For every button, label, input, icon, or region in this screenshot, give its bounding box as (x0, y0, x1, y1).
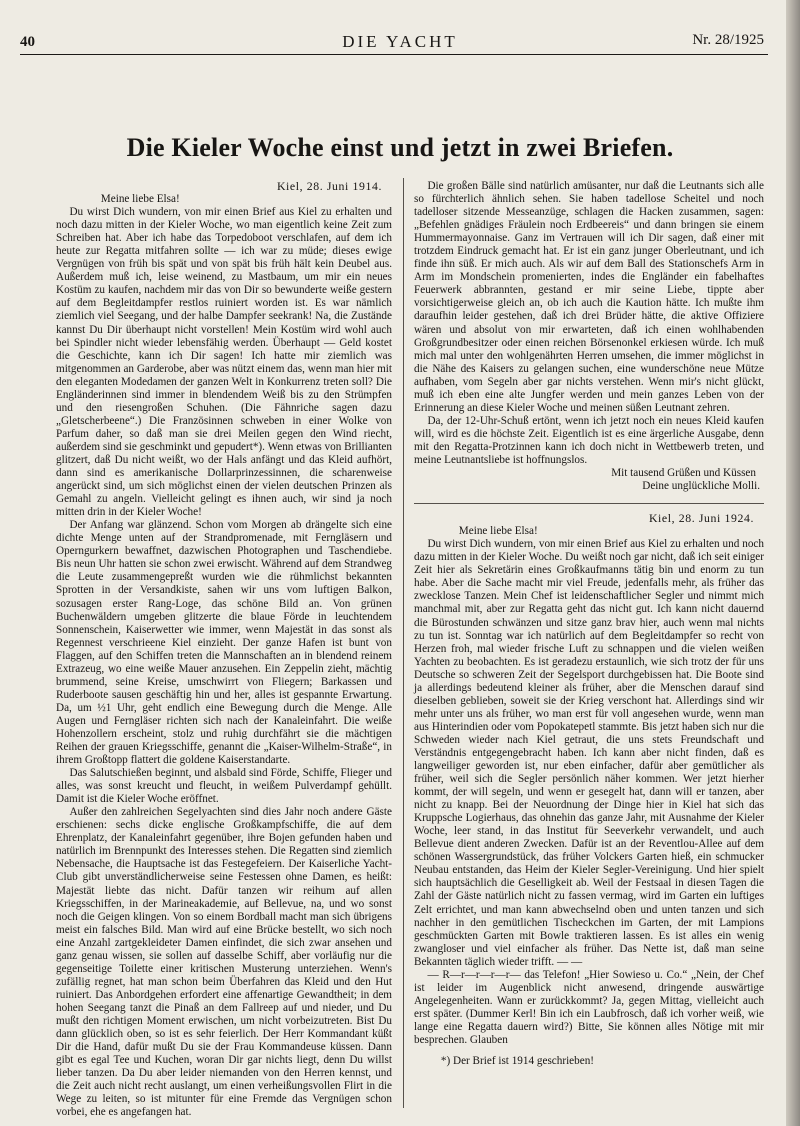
letter1-paragraph: Die großen Bälle sind natürlich amüsanter, nur daß die Leutnants sich alle so fürchterlich ähnlich sehen. Sie haben tadellose Scheitel und noch tadelloser sitzende Messeanzüge, schlagen die Hacken zusammen, sagen: „Befehlen gnädiges Fräulein noch Erdbeereis“ und dann bringen sie einem Hummermayonnaise. Ganz im Vertrauen will ich Dir sagen, daß einer mit trotzdem Eindruck gemacht hat. Er ist ein ganz junger Oberleutnant, und ich finde ihn süß. Er mich auch. Als wir auf dem Ball des Stationschefs Arm in Arm im Mondschein promenierten, indes die Engländer ein fabelhaftes Feuerwerk abbrannten, gestand er mir seine Liebe, tippte aber vorsichtigerweise gleich an, ob ich auch die Kaution hätte. Ich mußte ihm daraufhin leider gestehen, daß ich drei Brüder hätte, die aktive Offiziere wären und absolut von mir erwarteten, daß ich einen wohlhabenden Großgrundbesitzer oder einen reichen Börsenonkel erkiesen würde. Ich muß mich mal unter den wohlgenährten Herren umsehen, die immer möglichst in die Nähe des Kaisers zu gelangen suchen, eine wunderschöne neue Mütze aufhaben, vom Segeln aber gar nichts verstehen. Wenn mir's nicht glückt, muß ich eben eine alte Jungfer werden und mein ganzes Leben von der Erinnerung an diese Kieler Woche und meinen süßen Leutnant zehren. (414, 180, 764, 414)
letter1-paragraph: Du wirst Dich wundern, von mir einen Brief aus Kiel zu erhalten und noch dazu mitten in der Kieler Woche, wo man eigentlich keine Zeit zum Schreiben hat. Aber ich habe das Torpedoboot verschlafen, auf dem ich heute zur Regatta mitfahren sollte — ich war zu müde; dieses ewige Vergnügen von früh bis spät und von spät bis früh hält kein Deubel aus. Außerdem muß ich, leise weinend, zu Mastbaum, um mir ein neues Kostüm zu kaufen, nachdem mir das von Dir so bewunderte weiße gestern auf dem Begleitdampfer restlos ruiniert worden ist. Es war nämlich ziemlich viel Seegang, und der halbe Dampfer seekrank! Na, die Zustände kannst Du Dir überhaupt nicht vorstellen! Mein Kostüm wird wohl auch bei Spindler nicht wieder lebensfähig werden. Überhaupt — Geld kostet die Geschichte, kann ich Dir sagen! Ich hatte mir ziemlich was mitgenommen an Garderobe, aber was nützt einem das, wenn man hier mit den eleganten Modedamen der ganzen Welt in Konkurrenz treten soll? Die Engländerinnen sind immer in blendendem Weiß bis zu den Strümpfen und den riesengroßen Schuhen. (Die Fähnriche sagen dazu „Gletscherbeene“.) Die Französinnen schweben in einer Wolke von Parfum daher, so daß man sie drei Meilen gegen den Wind riecht, außerdem sind sie geschminkt und gepudert*). Wenn etwas von Brillianten glitzert, daß Du nicht weißt, wo der Hals anfängt und das Kleid aufhört, dann sind es amerikanische Dollarprinzessinnen, die scharenweise angerückt sind, um sich möglichst einen der vielen deutschen Prinzen als Gemahl zu angeln. Vielleicht gelingt es ihnen auch, wir sind ja noch mitten drin in der Kieler Woche! (56, 206, 392, 519)
letter1-dateline: Kiel, 28. Juni 1914. (276, 179, 382, 193)
header-rule (20, 54, 768, 55)
letter2-salutation: Meine liebe Elsa! (458, 525, 538, 538)
page-edge-shadow (786, 0, 800, 1126)
page-number: 40 (20, 34, 35, 50)
letter1-salutation: Meine liebe Elsa! (100, 193, 180, 206)
article-headline: Die Kieler Woche einst und jetzt in zwei Briefen. (126, 133, 674, 162)
running-title: DIE YACHT (342, 32, 458, 51)
letter1-paragraph: Der Anfang war glänzend. Schon vom Morgen ab drängelte sich eine dichte Menge unten auf der Strandpromenade, mit Ferngläsern und Operngurkern bewaffnet, dazwischen Photographen und Taschendiebe. Bis neun Uhr hatten sie schon zwei erwischt. Während auf dem Strandweg die Leute zusammengepreßt wurden wie die rühmlichst bekannten Sprotten in der Versandkiste, sahen wir uns vom luftigen Balkon, sozusagen erster Rang-Loge, das schöne Bild an. Von grünen Buchenwäldern umgeben glitzerte die blaue Förde in leuchtendem Sonnenschein, Kaiserwetter wie immer, wenn Majestät in das sonst als Regennest verschrieene Kiel einzieht. Der ganze Hafen ist bunt von Flaggen, auf den Schiffen treten die Mannschaften an in blendend reinem Extrazeug, wo eine weiße Mauer anzusehen. Ein Zeppelin zieht, mächtig brummend, seine Kreise, umschwirrt von Fliegern; Barkassen und Ruderboote sausen geschäftig hin und her, alles ist gespannte Erwartung. Da, um ½1 Uhr, geht endlich eine Bewegung durch die Menge. Alle Augen und Ferngläser richten sich nach der Kanaleinfahrt. Die weiße Hohenzollern erscheint, stolz und ruhig durchfährt sie die mächtigen Reihen der grauen Kriegsschiffe, genannt die „Kaiser-Wilhelm-Straße“, in ihrem Großtopp flattert die goldene Kaiserstandarte. (56, 519, 392, 767)
letter2-paragraph: Du wirst Dich wundern, von mir einen Brief aus Kiel zu erhalten und noch dazu mitten in der Kieler Woche. Du weißt noch gar nicht, daß ich seit einiger Zeit hier als Sekretärin eines Großkaufmanns tätig bin und enorm zu tun habe. Aber die Sache macht mir viel Freude, jedenfalls mehr, als früher das zwecklose Tanzen. Mein Chef ist leidenschaftlicher Segler und nimmt mich manchmal mit, aber zur Regatta geht das nicht gut. Ich kann nicht dauernd die Bürostunden schwänzen und sitze ganz brav hier, auch wenn mal nichts zu tun ist. Sonntag war ich natürlich auf dem Begleitdampfer so recht von Herzen froh, mal wieder frische Luft zu schnappen und die vielen weißen Yachten zu beobachten. Es ist geradezu erstaunlich, wie sich trotz der für uns Deutsche so schweren Zeit der Segelsport durchgebissen hat. Die Boote sind ja allerdings bedeutend kleiner als früher, aber die Menschen darauf sind dieselben geblieben, soweit sie der Krieg verschont hat. Allerdings sind wir mehr unter uns als früher, wo man erst für voll angesehen wurde, wenn man aus Hinterindien oder vom Popokatepetl stammte. Bis jetzt haben sich nur die Schweden wieder nach Kiel getraut, die uns stets Freundschaft und Verständnis entgegengebracht haben. Ich kann aber nicht finden, daß es langweiliger geworden ist, nur eben einfacher, dafür aber gemütlicher als früher, weil sich die Segler persönlich näher kommen. Wer jetzt hierher kommt, der will segeln, und wenn er gesegelt hat, dann will er tanzen, aber nicht zu knapp. Bei der Neuordnung der Dinge hier in Kiel hat sich das Kruppsche Logierhaus, das ohnehin das ganze Jahr, mit Ausnahme der Kieler Woche, leer stand, in das Institut für Seeverkehr verwandelt, und auch Bellevue dient anderen Zwecken. Dafür ist an der Reventlou-Allee auf dem schönen Wassergrundstück, das früher Volckers Garten hieß, ein schmucker Neubau entstanden, das Heim der Kieler Segler-Vereinigung. Und hier spielt sich hauptsächlich die Geselligkeit ab. Weil der Festsaal in diesen Tagen die Zahl der Gäste natürlich nicht zu fassen vermag, wird im Garten ein luftiges Zelt errichtet, und man kann abwechselnd oben und unten tanzen und sich nachher in den gemütlichen Tischeckchen im Garten, der mit Lampions geschmückten Garten mit Bowle traktieren lassen. Es ist alles ein wenig zwangloser und viel einfacher als früher. Das Nette ist, daß man seine Bekannten täglich wieder trifft. — — (414, 538, 764, 968)
column-left (56, 180, 392, 1119)
letter1-signature: Deine unglückliche Molli. (642, 480, 760, 493)
column-right (414, 180, 764, 1068)
spacer (414, 1047, 764, 1055)
letter1-paragraph: Da, der 12-Uhr-Schuß ertönt, wenn ich jetzt noch ein neues Kleid kaufen will, wird es die höchste Zeit. Eigentlich ist es eine ärgerliche Ausgabe, denn mit den Regatta-Protzinnen kann ich doch nicht in Wettbewerb treten, und meine Leutnantsliebe ist hoffnungslos. (414, 414, 764, 466)
column-divider (403, 178, 404, 1108)
issue-number: Nr. 28/1925 (692, 32, 764, 48)
letter2-paragraph: — R—r—r—r—r— das Telefon! „Hier Sowieso u. Co.“ „Nein, der Chef ist leider im Augenblick nicht anwesend, dringende auswärtige Angelegenheiten. Wann er zurückkommt? Ja, gegen Mittag, vielleicht auch erst später. (Dummer Kerl! Bin ich ein Laubfrosch, daß ich vorher weiß, wie lange eine Regatta dauern wird?) Bitte, Sie können alles Nötige mit mir besprechen. Glauben (414, 968, 764, 1046)
letter1-paragraph: Außer den zahlreichen Segelyachten sind dies Jahr noch andere Gäste erschienen: sechs dicke englische Großkampfschiffe, die auf dem Ehrenplatz, der Kanaleinfahrt gegenüber, ihre Bojen gefunden haben und natürlich im Brennpunkt des Interesses stehen. Die Regatten sind ziemlich Nebensache, die Hauptsache ist das Festegefeiern. Der Kaiserliche Yacht-Club gibt unverständlicherweise seine Festessen ohne Damen, es heißt: Majestät liebte das nicht. Dafür tanzen wir reihum auf allen Kriegsschiffen, in der Marineakademie, auf Bellevue, na, und wo sonst noch die Geigen klingen. Von so einem Bordball macht man sich übrigens meist ein falsches Bild. Man wird auf eine Brücke bestellt, wo sich noch eine Anzahl zartgekleideter Damen einfindet, die sich zwar ansehen und ganz genau wissen, sie sollen auf dasselbe Schiff, aber vorläufig nur die gegenseitige Toilette einer kritischen Musterung unterziehen. Wenn's zufällig regnet, hat man schon beim Überfahren das Kleid und den Hut ruiniert. Das Anbordgehen erfordert eine affenartige Gewandtheit; in dem hohen Seegang tanzt die Pinaß an dem Fallreep auf und nieder, und Du mußt den richtigen Moment erwischen, um nicht vorbeizutreten. Bist Du dann glücklich oben, so ist es sehr feierlich. Der Herr Kommandant küßt Dir die Hand, dafür mußt Du sie der Frau Kommandeuse küssen. Dann gibt es egal Tee und Kuchen, woran Dir gar nichts liegt, denn Du willst lieber tanzen. Da Du aber leider niemanden von den Herren kennst, und die Zeit auch nicht recht auslangt, um einen verheißungsvollen Flirt in die Wege zu leiten, so ist mitunter für eine Fremde das Vergnügen schon vorbei, ehe es angefangen hat. (56, 806, 392, 1119)
letter2-dateline: Kiel, 28. Juni 1924. (648, 511, 754, 526)
letter-separator-rule (414, 503, 764, 504)
letter1-footnote: *) Der Brief ist 1914 geschrieben! (440, 1055, 595, 1068)
letter1-paragraph: Das Salutschießen beginnt, und alsbald sind Förde, Schiffe, Flieger und alles, was sonst kreucht und fleucht, in weißem Pulverdampf gehüllt. Damit ist die Kieler Woche eröffnet. (56, 767, 392, 806)
letter1-closing: Mit tausend Grüßen und Küssen (611, 467, 756, 480)
